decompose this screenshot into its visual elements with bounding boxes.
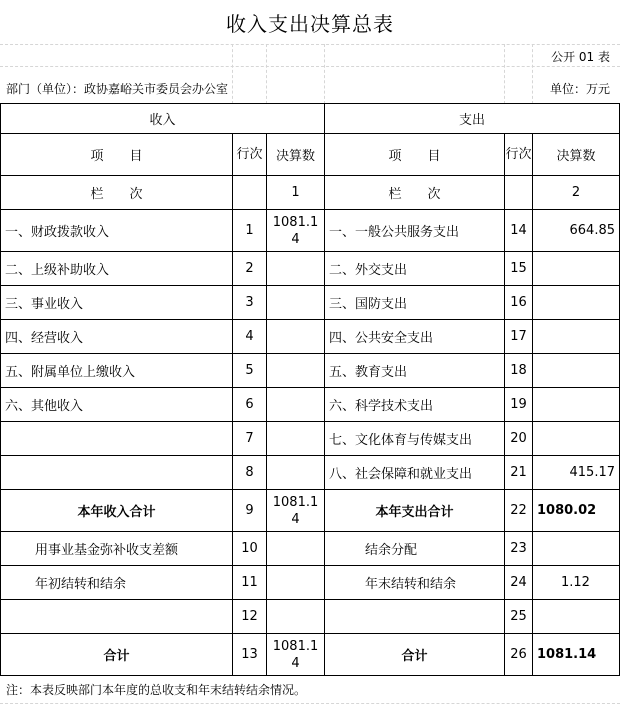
expense-header: 支出 [325,104,620,134]
lanci-row [1,176,620,210]
table-row [1,388,620,422]
income-row-no: 4 [233,320,267,354]
income-row-no: 9 [233,490,267,532]
expense-row-header: 行次 [505,134,533,176]
expense-item-label: 八、社会保障和就业支出 [325,456,505,490]
surplus-distribution-label: 结余分配 [325,532,505,566]
end-carryover-label: 年末结转和结余 [325,566,505,600]
expense-row-no: 25 [505,600,533,634]
table-row [1,320,620,354]
expense-amount [533,354,620,388]
expense-row-no: 18 [505,354,533,388]
income-item-label: 四、经营收入 [1,320,233,354]
expense-item-label: 四、公共安全支出 [325,320,505,354]
expense-amount: 664.85 [533,210,620,252]
income-amount: 1081.14 [267,210,325,252]
income-row-no: 6 [233,388,267,422]
income-item-label: 五、附属单位上缴收入 [1,354,233,388]
expense-row-no: 24 [505,566,533,600]
expense-item-label: 三、国防支出 [325,286,505,320]
income-amount [267,354,325,388]
expense-lanci: 栏 次 [325,176,505,210]
department-label: 部门（单位）：政协嘉峪关市委员会办公室 [6,82,229,96]
year-income-total-amount: 1081.14 [267,490,325,532]
table-row [1,422,620,456]
income-item-label: 三、事业收入 [1,286,233,320]
income-header: 收入 [1,104,325,134]
year-expense-total-amount: 1080.02 [533,490,620,532]
begin-carryover-amount [267,566,325,600]
income-amount [267,422,325,456]
footnote: 注：本表反映部门本年度的总收支和年末结转结余情况。 [6,683,307,697]
page-title: 收入支出决算总表 [226,12,394,36]
expense-row-no: 17 [505,320,533,354]
table-row [1,456,620,490]
expense-row-no: 21 [505,456,533,490]
table-row [1,600,620,634]
expense-amount-header: 决算数 [533,134,620,176]
grand-expense-total-label: 合计 [325,634,505,676]
table-row [1,532,620,566]
year-expense-total-label: 本年支出合计 [325,490,505,532]
income-amount [267,286,325,320]
income-row-no: 8 [233,456,267,490]
expense-amount [533,388,620,422]
expense-row-no: 16 [505,286,533,320]
income-row-header: 行次 [233,134,267,176]
income-row-no: 10 [233,532,267,566]
grand-income-total-label: 合计 [1,634,233,676]
expense-item-label: 七、文化体育与传媒支出 [325,422,505,456]
expense-amount [533,422,620,456]
income-item-label: 六、其他收入 [1,388,233,422]
expense-row-no: 26 [505,634,533,676]
year-income-total-label: 本年收入合计 [1,490,233,532]
expense-item-header: 项 目 [325,134,505,176]
expense-amount [533,320,620,354]
income-amount-header: 决算数 [267,134,325,176]
income-row-no: 5 [233,354,267,388]
income-row-no: 2 [233,252,267,286]
expense-row-no: 23 [505,532,533,566]
end-carryover-amount: 1.12 [533,566,620,600]
fund-gap-amount [267,532,325,566]
fund-gap-label: 用事业基金弥补收支差额 [1,532,233,566]
expense-amount: 415.17 [533,456,620,490]
grand-total-row [1,634,620,676]
expense-row-no: 14 [505,210,533,252]
expense-item-label: 五、教育支出 [325,354,505,388]
year-total-row [1,490,620,532]
income-row-no: 3 [233,286,267,320]
expense-item-label: 一、一般公共服务支出 [325,210,505,252]
begin-carryover-label: 年初结转和结余 [1,566,233,600]
grand-income-total-amount: 1081.14 [267,634,325,676]
section-header-row [1,104,620,134]
income-amount [267,456,325,490]
income-lanci: 栏 次 [1,176,233,210]
expense-col-no: 2 [533,176,620,210]
table-row [1,286,620,320]
income-amount [267,388,325,422]
expense-item-label: 六、科学技术支出 [325,388,505,422]
expense-row-no: 22 [505,490,533,532]
expense-item-label: 二、外交支出 [325,252,505,286]
table-row [1,566,620,600]
expense-row-no: 20 [505,422,533,456]
expense-amount [533,252,620,286]
income-row-no: 1 [233,210,267,252]
surplus-distribution-amount [533,532,620,566]
expense-amount [533,286,620,320]
expense-row-no: 15 [505,252,533,286]
unit-label: 单位：万元 [549,82,610,96]
table-row [1,252,620,286]
income-item-label: 二、上级补助收入 [1,252,233,286]
income-amount [267,252,325,286]
income-item-header: 项 目 [1,134,233,176]
income-row-no: 11 [233,566,267,600]
grand-expense-total-amount: 1081.14 [533,634,620,676]
income-item-label [1,422,233,456]
income-row-no: 12 [233,600,267,634]
footer-gridline [0,703,620,704]
table-code: 公开 01 表 [551,50,610,64]
column-header-row [1,134,620,176]
income-item-label [1,456,233,490]
income-item-label: 一、财政拨款收入 [1,210,233,252]
income-row-no: 13 [233,634,267,676]
income-col-no: 1 [267,176,325,210]
table-row [1,210,620,252]
expense-row-no: 19 [505,388,533,422]
income-amount [267,320,325,354]
table-row [1,354,620,388]
income-expense-table [0,103,620,676]
income-row-no: 7 [233,422,267,456]
